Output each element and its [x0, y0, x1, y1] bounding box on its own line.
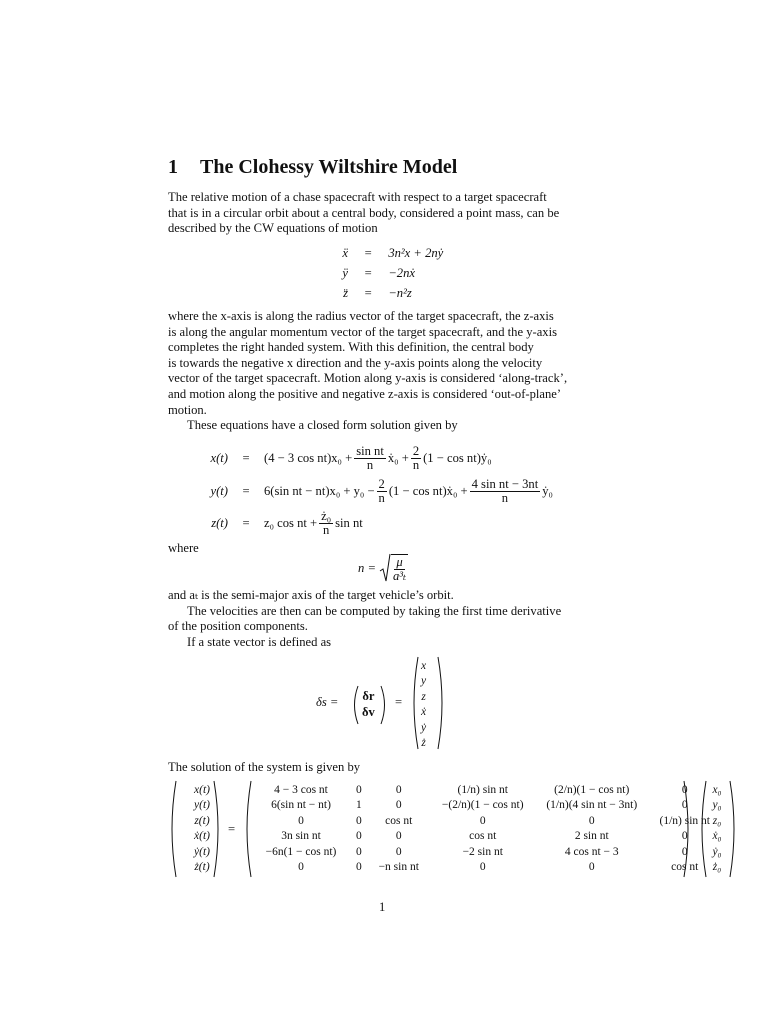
eq-lhs: x(t)	[210, 450, 228, 465]
matrix-cell: cos nt	[671, 861, 699, 874]
matrix-row	[252, 829, 722, 845]
vector-entry: z(t)	[194, 814, 210, 827]
text-line: The velocities are then can be computed by taking the first time derivative	[187, 603, 562, 618]
eq-term: ẋ₀ +	[387, 450, 409, 465]
matrix-cell: 0	[479, 861, 486, 874]
eq-rel: =	[364, 266, 372, 280]
matrix-row	[252, 782, 722, 798]
section-number: 1	[168, 156, 178, 178]
fraction	[470, 478, 541, 505]
matrix-cell: −n sin nt	[378, 861, 419, 874]
fraction-denominator: n	[322, 522, 330, 537]
eq-rhs: −2nẋ	[388, 266, 415, 280]
eq-term: z₀ cos nt +	[264, 515, 318, 530]
eq-lhs: ÿ	[342, 266, 348, 280]
text-line: The relative motion of a chase spacecraft with respect to a target spacecraft	[168, 190, 547, 204]
matrix-cell: cos nt	[385, 814, 413, 827]
matrix-cell: cos nt	[469, 830, 497, 843]
text-line: If a state vector is defined as	[187, 634, 332, 649]
vector-entry: ẋ	[421, 706, 427, 719]
matrix-row	[252, 813, 722, 829]
vector-entry: x	[421, 659, 427, 672]
fraction	[354, 445, 386, 472]
vector-entry: y₀	[712, 799, 722, 812]
matrix-cell: 4 cos nt − 3	[564, 845, 619, 858]
page-number: 1	[379, 900, 386, 914]
fraction-numerator: 4 sin nt − 3nt	[471, 476, 539, 491]
matrix-cell: 0	[681, 799, 688, 812]
matrix-row	[252, 844, 722, 860]
eq-term: (4 − 3 cos nt)x₀ +	[264, 450, 353, 465]
vector-entry: y	[421, 675, 427, 688]
cw-equation-3	[326, 286, 412, 301]
matrix-cell: 0	[298, 814, 304, 827]
matrix-cell: 4 − 3 cos nt	[274, 783, 328, 796]
cw-equation-2	[326, 266, 415, 281]
solution-x	[196, 443, 492, 473]
fraction-numerator: 2	[412, 443, 420, 458]
axis-paragraph	[168, 309, 604, 434]
matrix-cell: 0	[356, 783, 362, 796]
eq-rel: =	[242, 450, 250, 465]
text-line: of the position components.	[168, 619, 308, 634]
text-line: described by the CW equations of motion	[168, 221, 378, 236]
matrix-cell: 2 sin nt	[574, 830, 609, 843]
mean-motion-definition	[358, 552, 410, 584]
right-paren-icon	[728, 780, 738, 878]
matrix-cell: 1	[356, 799, 362, 812]
vector-entry: x₀	[712, 783, 722, 796]
solution-y	[196, 476, 553, 506]
fraction-denominator: n	[412, 457, 420, 472]
vector-entry: ż₀	[712, 861, 722, 874]
matrix-cell: 0	[395, 830, 402, 843]
eq-term: 6(sin nt − nt)x₀ + y₀ −	[264, 483, 375, 498]
matrix-cell: 0	[356, 814, 362, 827]
fraction-numerator: 2	[378, 476, 385, 491]
sqrt-sign-icon	[379, 553, 391, 583]
eq-rhs: −n²z	[388, 286, 412, 300]
eq-term: (1 − cos nt)ẋ₀ +	[388, 483, 468, 498]
matrix-cell: 6(sin nt − nt)	[271, 799, 331, 812]
vector-entry: ẋ(t)	[194, 830, 210, 843]
matrix-row	[252, 860, 722, 876]
matrix-cell: 0	[681, 845, 688, 858]
matrix-row	[252, 798, 722, 814]
eq-rel: =	[242, 515, 250, 530]
vector-entry: ż(t)	[194, 861, 210, 874]
vector-entry: ẋ₀	[712, 830, 722, 843]
state-components	[419, 658, 428, 751]
left-paren-icon	[350, 685, 360, 725]
vector-entry: y(t)	[194, 799, 210, 812]
matrix-cell: 0	[395, 783, 402, 796]
text-line: that is in a circular orbit about a central body, considered a point mass, can be	[168, 205, 560, 220]
matrix-cell: 3n sin nt	[281, 830, 321, 843]
intro-paragraph	[168, 190, 604, 237]
matrix-cell: 0	[356, 861, 362, 874]
text-line: These equations have a closed form solution given by	[187, 418, 458, 433]
section-heading	[168, 156, 457, 179]
fraction	[377, 478, 387, 505]
fraction	[391, 554, 408, 583]
matrix-cell: 0	[681, 830, 688, 843]
vector-entry: ż	[421, 737, 426, 750]
matrix-cell: −(2/n)(1 − cos nt)	[441, 799, 524, 812]
vector-entry: z	[421, 690, 426, 703]
fraction-denominator: a³ₜ	[392, 568, 407, 583]
semi-major-paragraph	[168, 588, 604, 650]
matrix-cell: (1/n)(4 sin nt − 3nt)	[546, 799, 638, 812]
state-vector-mid	[362, 688, 375, 720]
eq-lhs: y(t)	[210, 483, 228, 498]
matrix-cell: (1/n) sin nt	[659, 814, 710, 827]
state-vector-lhs: δs =	[316, 695, 339, 709]
eq-lhs: z(t)	[211, 515, 228, 530]
solution-intro	[168, 760, 604, 776]
section-title: The Clohessy Wiltshire Model	[200, 156, 458, 178]
initial-state-vector	[706, 782, 728, 875]
matrix-cell: 0	[395, 845, 402, 858]
vector-entry: ẏ₀	[712, 845, 722, 858]
eq-term: ẏ₀	[542, 483, 553, 498]
vector-entry: x(t)	[194, 783, 210, 796]
eq-lhs: n =	[358, 560, 376, 575]
vector-entry: ẏ(t)	[194, 845, 210, 858]
cw-equation-1	[326, 246, 443, 261]
left-paren-icon	[168, 780, 178, 878]
fraction-denominator: n	[501, 490, 509, 505]
equals-sign: =	[395, 695, 403, 709]
eq-rel: =	[364, 286, 372, 300]
solution-z	[196, 508, 363, 538]
fraction-numerator: ż₀	[321, 508, 332, 523]
eq-rel: =	[242, 483, 250, 498]
fraction	[319, 510, 333, 537]
text-line: The solution of the system is given by	[168, 760, 361, 774]
matrix-cell: 0	[356, 845, 362, 858]
matrix-cell: 0	[681, 783, 688, 796]
right-paren-icon	[682, 780, 692, 878]
matrix-cell: 0	[395, 799, 402, 812]
fraction	[411, 445, 421, 472]
right-paren-icon	[212, 780, 222, 878]
vector-entry: ẏ	[421, 721, 427, 734]
matrix-cell: 0	[298, 861, 304, 874]
text-line: where the x-axis is along the radius vector of the target spacecraft, the z-axis	[168, 309, 554, 323]
right-paren-icon	[379, 685, 389, 725]
fraction-numerator: μ	[396, 554, 403, 569]
matrix-cell: 0	[356, 830, 362, 843]
right-paren-icon	[436, 656, 446, 750]
fraction-numerator: sin nt	[356, 443, 384, 458]
text-line: motion.	[168, 402, 207, 417]
text-line: is towards the negative x direction and the y-axis points along the velocity	[168, 355, 543, 370]
position-vector: δr	[362, 689, 375, 703]
matrix-cell: −6n(1 − cos nt)	[265, 845, 337, 858]
matrix-cell: −2 sin nt	[462, 845, 503, 858]
vector-entry: z₀	[712, 814, 722, 827]
eq-lhs: z̈	[343, 286, 348, 300]
velocity-vector: δv	[362, 705, 375, 719]
eq-lhs: ẍ	[342, 246, 348, 260]
state-transition-matrix	[252, 782, 722, 875]
eq-term: (1 − cos nt)ẏ₀	[423, 450, 492, 465]
eq-rel: =	[364, 246, 372, 260]
fraction-denominator: n	[366, 457, 374, 472]
equals-sign: =	[228, 822, 236, 836]
text-line: is along the angular momentum vector of the target spacecraft, and the y-axis	[168, 324, 557, 339]
eq-term: sin nt	[335, 515, 363, 530]
fraction-denominator: n	[378, 490, 385, 505]
eq-rhs: 3n²x + 2nẏ	[388, 246, 444, 260]
where-label: where	[168, 541, 199, 555]
text-line: completes the right handed system. With this definition, the central body	[168, 340, 534, 355]
text-line: vector of the target spacecraft. Motion along y-axis is considered ‘along-track’,	[168, 371, 568, 386]
matrix-cell: (2/n)(1 − cos nt)	[554, 783, 630, 796]
matrix-cell: (1/n) sin nt	[457, 783, 508, 796]
matrix-cell: 0	[588, 861, 595, 874]
matrix-cell: 0	[588, 814, 595, 827]
text-line: and aₜ is the semi-major axis of the target vehicle’s orbit.	[168, 588, 454, 602]
text-line: and motion along the positive and negative z-axis is considered ‘out-of-plane’	[168, 386, 562, 401]
matrix-cell: 0	[479, 814, 486, 827]
